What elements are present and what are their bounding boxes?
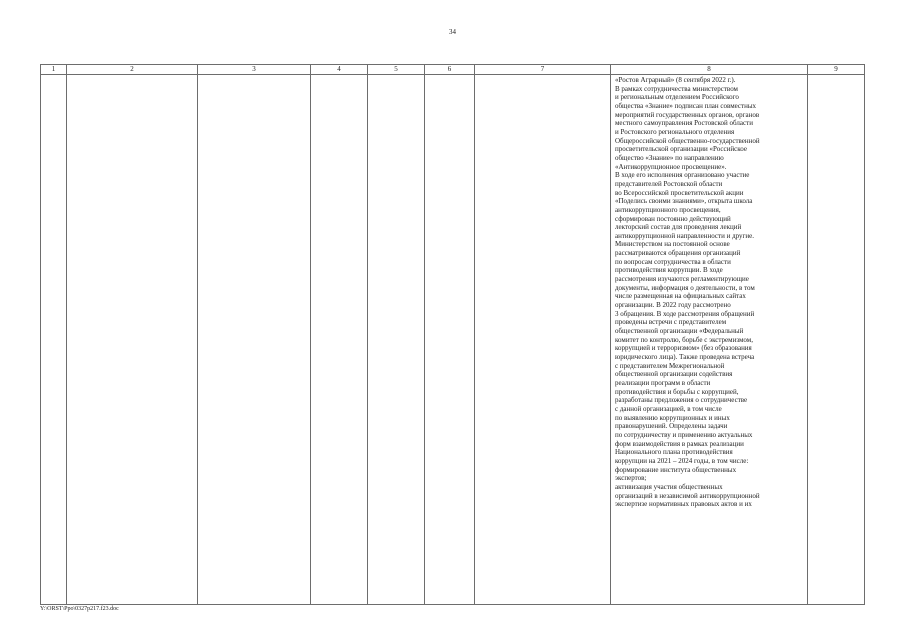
text-line: общество «Знание» по направлению	[615, 153, 724, 162]
cell-col-4	[311, 75, 368, 605]
column-header-6: 6	[425, 65, 475, 75]
column-header-3: 3	[198, 65, 311, 75]
page-number: 34	[449, 28, 456, 36]
text-line: коррупции на 2021 – 2024 годы, в том числе:	[615, 456, 749, 465]
text-line: разработаны предложения о сотрудничестве	[615, 396, 748, 405]
column-header-4: 4	[311, 65, 368, 75]
text-line: лекторский состав для проведения лекций	[615, 223, 742, 232]
text-line: общественной организации содействия	[615, 370, 733, 379]
text-line: противодействия и борьбы с коррупцией,	[615, 387, 739, 396]
text-line: мероприятий государственных органов, органов	[615, 110, 760, 119]
text-line: противодействия коррупции. В ходе	[615, 266, 723, 275]
cell-col-2	[67, 75, 198, 605]
text-line: просветительской организации «Российское	[615, 145, 747, 154]
text-line: реализации программ в области	[615, 378, 711, 387]
text-line: проведены встречи с представителем	[615, 318, 727, 327]
text-line: юридического лица). Также проведена встреча	[615, 353, 755, 361]
text-line: Общероссийской общественно-государственной	[615, 136, 760, 145]
text-line: документы, информация о деятельности, в том	[615, 283, 755, 292]
text-line: с данной организацией, в том числе	[615, 404, 722, 413]
text-line: и региональным отделением Российского	[615, 93, 739, 102]
text-line: «Поделись своими знаниями», открыта школа	[615, 197, 753, 206]
text-line: с представителем Межрегиональной	[615, 361, 725, 370]
cell-col-7	[475, 75, 611, 605]
text-line: комитет по контролю, борьбе с экстремизмом,	[615, 335, 753, 344]
text-line: В ходе его исполнения организовано участие	[615, 171, 750, 180]
column-header-2: 2	[67, 65, 198, 75]
text-line: активизация участия общественных	[615, 482, 723, 491]
header-row	[41, 65, 865, 75]
text-line: 3 обращения. В ходе рассмотрения обращений	[615, 309, 755, 318]
text-line: коррупцией и терроризмом» (без образования	[615, 344, 752, 353]
column-header-8: 8	[611, 65, 808, 75]
text-line: Министерством на постоянной основе	[615, 240, 730, 249]
text-line: правонарушений. Определены задачи	[615, 422, 728, 431]
text-line: экспертов;	[615, 474, 647, 483]
cell-col-6	[425, 75, 475, 605]
text-line: по выявлению коррупционных и иных	[615, 413, 730, 422]
column-header-9: 9	[808, 65, 865, 75]
cell-col-5	[368, 75, 425, 605]
text-line: по вопросам сотрудничества в области	[615, 257, 731, 266]
text-line: Национального плана противодействия	[615, 448, 733, 457]
text-line: рассмотрения изучаются регламентирующие	[615, 275, 749, 284]
text-line: организаций в независимой антикоррупционной	[615, 491, 760, 500]
text-line: сформирован постоянно действующий	[615, 214, 731, 223]
text-line: форм взаимодействия в рамках реализации	[615, 439, 744, 448]
text-line: представителей Ростовской области	[615, 179, 723, 188]
text-line: и Ростовского регионального отделения	[615, 127, 735, 136]
cell-col-8-text	[611, 75, 808, 605]
table-row	[41, 75, 865, 605]
text-line: антикоррупционного просвещения,	[615, 205, 721, 214]
text-line: числе размещенная на официальных сайтах	[615, 292, 746, 301]
text-line: местного самоуправления Ростовской области	[615, 119, 753, 128]
text-line: по сотрудничеству и применению актуальных	[615, 430, 753, 439]
cell-col-1	[41, 75, 67, 605]
text-line: во Всероссийской просветительской акции	[615, 188, 744, 197]
column-header-7: 7	[475, 65, 611, 75]
text-line: В рамках сотрудничества министерством	[615, 84, 738, 93]
column-header-5: 5	[368, 65, 425, 75]
text-line: антикоррупционной направленности и другие.	[615, 231, 755, 240]
text-line: общественной организации «Федеральный	[615, 327, 744, 336]
cell-col-3	[198, 75, 311, 605]
text-line: рассматриваются обращения организаций	[615, 249, 741, 258]
text-line: организации. В 2022 году рассмотрено	[615, 301, 731, 310]
text-line: общества «Знание» подписан план совместных	[615, 101, 757, 110]
column-header-1: 1	[41, 65, 67, 75]
text-line: экспертизе нормативных правовых актов и их	[615, 500, 752, 509]
footer-file-path: Y:\ORST\Ppo\0327p217.f23.doc	[40, 606, 119, 612]
text-line: «Ростов Аграрный» (8 сентября 2022 г.).	[615, 76, 736, 84]
cell-col-9	[808, 75, 865, 605]
text-line: «Антикоррупционное просвещение».	[615, 162, 727, 171]
report-table	[40, 64, 865, 605]
text-line: формирование института общественных	[615, 465, 737, 474]
